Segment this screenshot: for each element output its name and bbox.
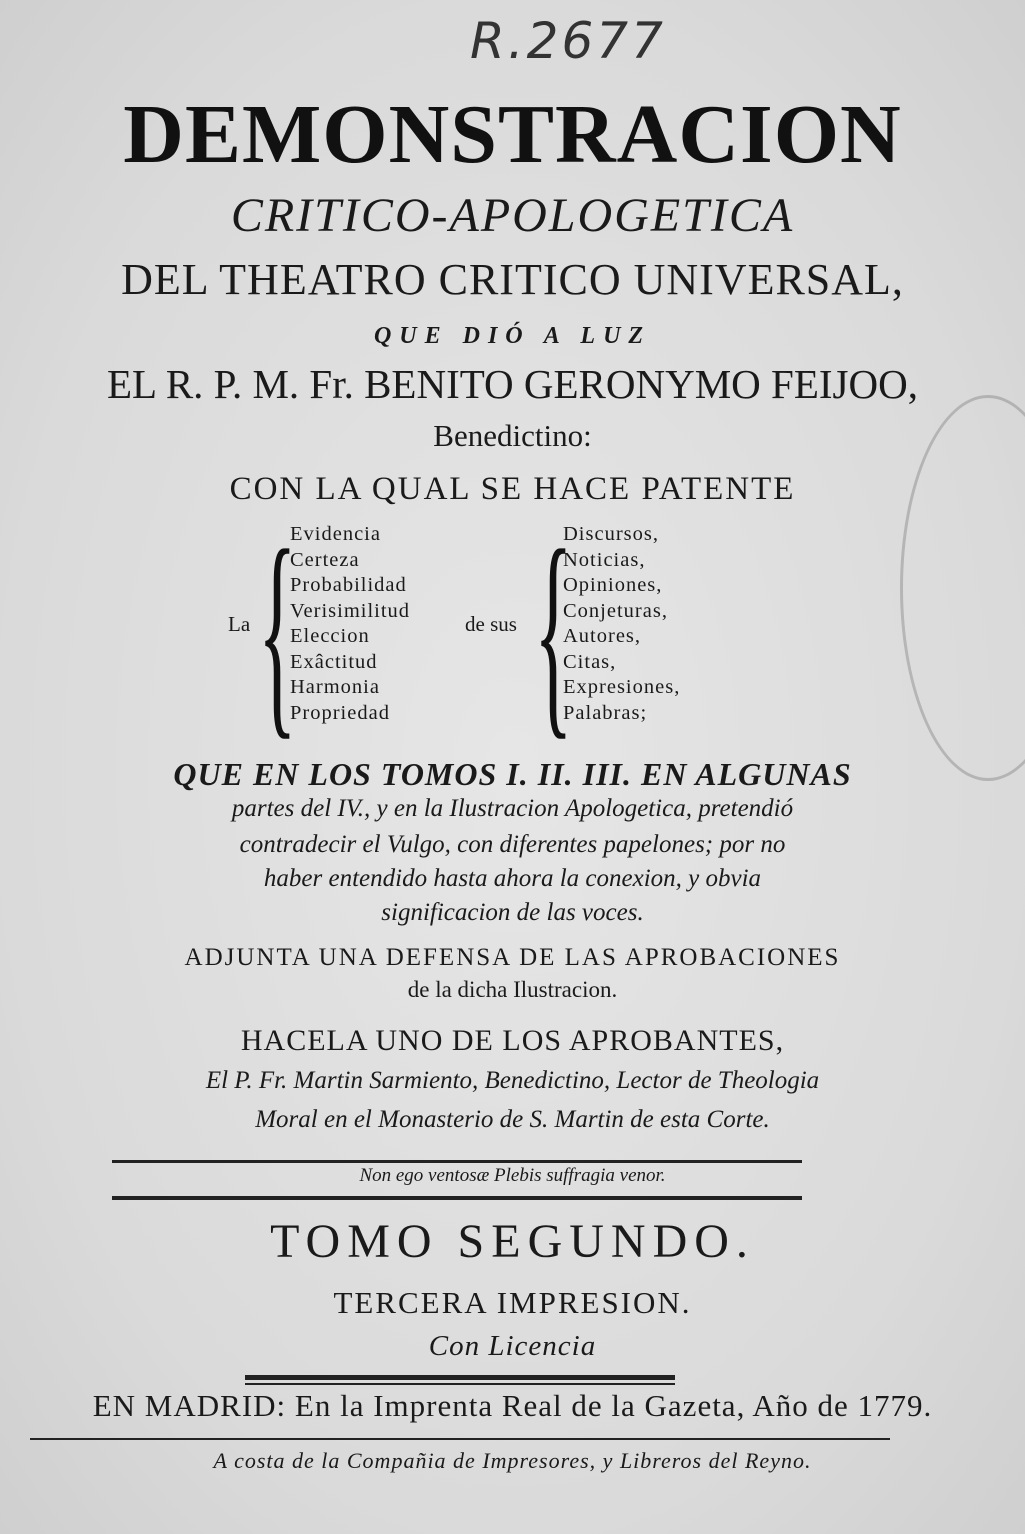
paragraph-line: partes del IV., y en la Ilustracion Apologetica, pretendió [231, 795, 794, 822]
list-item: Probabilidad [290, 574, 407, 596]
list-item: Propriedad [290, 701, 390, 724]
title-line-4: QUE DIÓ A LUZ [373, 323, 652, 349]
book-subtitle: CRITICO-APOLOGETICA [230, 189, 795, 242]
order-line: Benedictino: [433, 418, 592, 453]
right-brace-icon: { [534, 503, 573, 758]
list-item: Conjeturas, [563, 599, 668, 622]
paragraph-line: contradecir el Vulgo, con diferentes papelones; por no [239, 831, 786, 858]
shelfmark: R.2677 [470, 12, 666, 70]
list-item: Certeza [290, 548, 360, 571]
patente-line: CON LA QUAL SE HACE PATENTE [229, 471, 796, 507]
volume-label: TOMO SEGUNDO. [270, 1215, 755, 1268]
divider [245, 1383, 675, 1385]
brace-table [0, 503, 1025, 758]
left-brace-icon: { [258, 503, 297, 758]
list-item: Opiniones, [563, 574, 663, 596]
brace-mid-label: de sus [465, 612, 517, 636]
paragraph-line: significacion de las voces. [381, 899, 644, 926]
list-item: Noticias, [563, 548, 646, 571]
list-item: Discursos, [563, 523, 659, 545]
title-line-3: DEL THEATRO CRITICO UNIVERSAL, [121, 255, 904, 304]
divider [112, 1196, 802, 1200]
imprint: EN MADRID: En la Imprenta Real de la Gazeta, Año de 1779. [92, 1388, 933, 1423]
paragraph-line: haber entendido hasta ahora la conexion, y obvia [263, 865, 762, 892]
adjunta-line: ADJUNTA UNA DEFENSA DE LAS APROBACIONES [184, 944, 841, 971]
divider [30, 1438, 890, 1440]
brace-left-label: La [228, 612, 251, 636]
divider [112, 1160, 802, 1163]
publisher-note: A costa de la Compañia de Impresores, y Libreros del Reyno. [213, 1448, 812, 1473]
list-item: Exâctitud [290, 650, 378, 673]
divider [245, 1375, 675, 1380]
edition-label: TERCERA IMPRESION. [333, 1285, 692, 1320]
paragraph-line: QUE EN LOS TOMOS I. II. III. EN ALGUNAS [173, 756, 852, 792]
hacela-line: HACELA UNO DE LOS APROBANTES, [240, 1024, 785, 1057]
author-line: EL R. P. M. Fr. BENITO GERONYMO FEIJOO, [107, 361, 918, 407]
list-item: Citas, [563, 650, 617, 673]
book-title: DEMONSTRACION [123, 88, 902, 181]
brace-right-list [563, 522, 680, 726]
motto: Non ego ventosæ Plebis suffragia venor. [359, 1165, 666, 1186]
license-label: Con Licencia [428, 1330, 597, 1362]
list-item: Palabras; [563, 701, 648, 724]
list-item: Harmonia [290, 676, 380, 698]
list-item: Eleccion [290, 625, 370, 647]
adjunta-line: de la dicha Ilustracion. [407, 977, 618, 1002]
brace-left-list [290, 522, 410, 726]
list-item: Expresiones, [563, 676, 681, 698]
author-credit-line: El P. Fr. Martin Sarmiento, Benedictino, Lector de Theologia [205, 1067, 820, 1094]
list-item: Evidencia [290, 523, 381, 545]
list-item: Verisimilitud [290, 599, 411, 622]
author-credit-line: Moral en el Monasterio de S. Martin de esta Corte. [255, 1106, 770, 1133]
list-item: Autores, [563, 625, 642, 647]
